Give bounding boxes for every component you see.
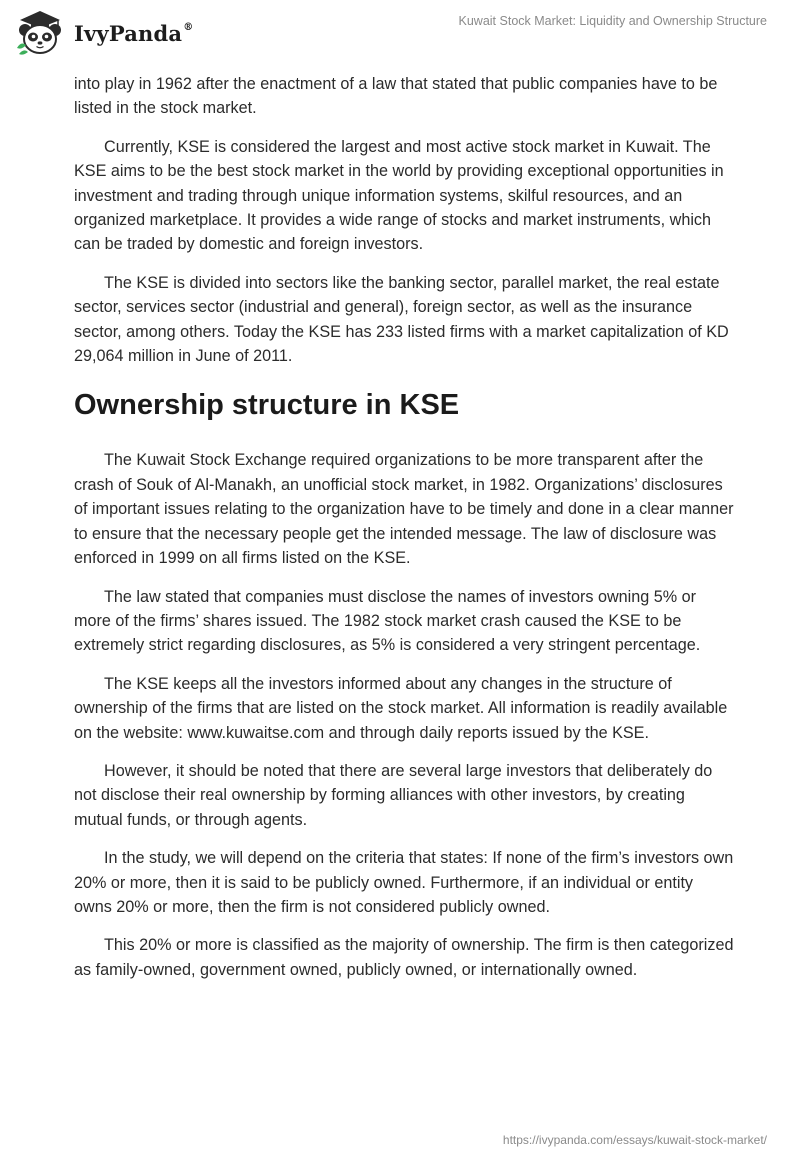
essay-body [74,72,734,996]
section-heading: Ownership structure in KSE [74,389,460,422]
paragraph: Currently, KSE is considered the largest and most active stock market in Kuwait. The KSE aims to be the best stock market in the world by providing exceptional opportunities in investment and trading through unique information systems, skilful resources, and an organized marketplace. It provides a wide range of stocks and market instruments, which can be traded by domestic and foreign investors. [74,137,724,254]
paragraph: In the study, we will depend on the criteria that states: If none of the firm’s investors own 20% or more, then it is said to be publicly owned. Furthermore, if an individual or entity owns 20% or more, then the firm is not considered publicly owned. [74,849,734,916]
paragraph: The law stated that companies must disclose the names of investors owning 5% or more of the firms’ shares issued. The 1982 stock market crash caused the KSE to be extremely strict regarding disclosures, as 5% is considered a very stringent percentage. [74,587,701,655]
paragraph: into play in 1962 after the enactment of a law that stated that public companies have to be listed in the stock market. [74,75,718,118]
paragraph: However, it should be noted that there are several large investors that deliberately do not disclose their real ownership by forming alliances with other investors, by creating mutual funds, or through agents. [74,761,713,829]
brand-name: IvyPanda® [74,20,194,46]
source-url[interactable]: https://ivypanda.com/essays/kuwait-stock-market/ [502,1133,767,1147]
paragraph: This 20% or more is classified as the majority of ownership. The firm is then categorized as family-owned, government owned, publicly owned, or internationally owned. [74,936,734,979]
paragraph: The KSE keeps all the investors informed about any changes in the structure of ownership of the firms that are listed on the stock market. All information is readily available on the website: www.kuwaitse.com and through daily reports issued by the KSE. [74,674,728,742]
document-title: Kuwait Stock Market: Liquidity and Ownership Structure [458,14,767,28]
paragraph: The Kuwait Stock Exchange required organizations to be more transparent after the crash of Souk of Al-Manakh, an unofficial stock market, in 1982. Organizations’ disclosures of important issues relating to the organization have to be timely and done in a clear manner to ensure that the necessary people get the intended message. The law of disclosure was enforced in 1999 on all firms listed on the KSE. [74,451,734,568]
registered-mark: ® [183,21,194,33]
paragraph: The KSE is divided into sectors like the banking sector, parallel market, the real estate sector, services sector (industrial and general), foreign sector, as well as the insurance sector, among others. Today the KSE has 233 listed firms with a market capitalization of KD 29,064 million in June of 2011. [74,273,729,366]
panda-graduate-logo-icon [14,8,66,56]
ivypanda-logo[interactable] [14,8,193,56]
page-header [0,0,800,68]
